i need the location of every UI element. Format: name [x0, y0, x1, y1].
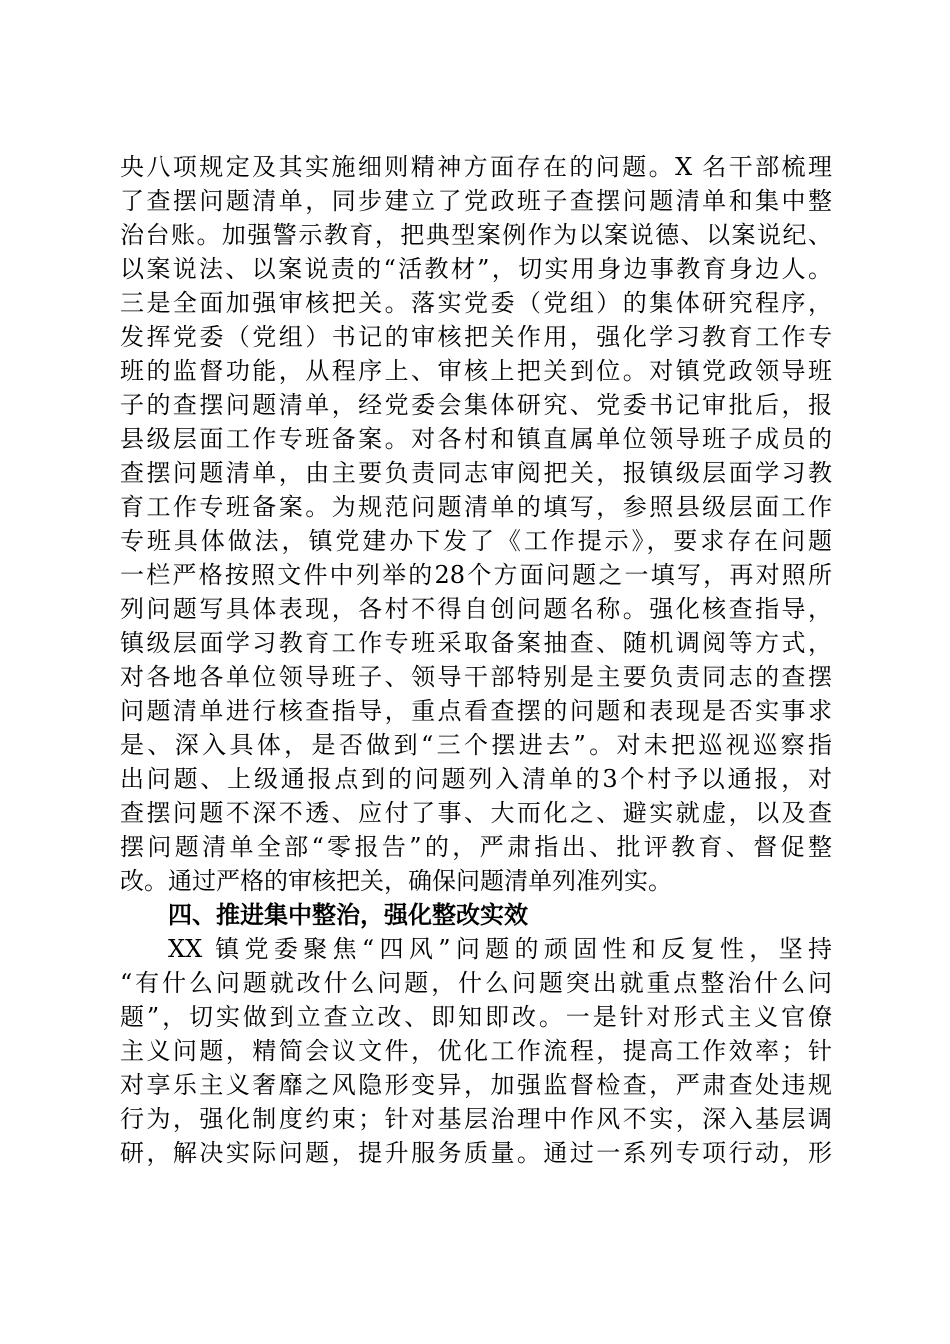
body-line: 列问题写具体表现，各村不得自创问题名称。强化核查指导，: [120, 595, 832, 623]
body-line: 育工作专班备案。为规范问题清单的填写，参照县级层面工作: [120, 493, 832, 521]
body-line: 查摆问题清单，由主要负责同志审阅把关，报镇级层面学习教: [120, 459, 832, 487]
body-line: 一栏严格按照文件中列举的28个方面问题之一填写，再对照所: [120, 561, 832, 589]
body-line: 主义问题，精简会议文件，优化工作流程，提高工作效率；针: [120, 1037, 832, 1065]
body-line: 行为，强化制度约束；针对基层治理中作风不实，深入基层调: [120, 1105, 832, 1133]
body-line: 摆问题清单全部“零报告”的，严肃指出、批评教育、督促整: [120, 833, 832, 861]
section-heading: 四、推进集中整治，强化整改实效: [168, 900, 528, 929]
body-line: “有什么问题就改什么问题，什么问题突出就重点整治什么问: [120, 969, 832, 997]
body-line: 对各地各单位领导班子、领导干部特别是主要负责同志的查摆: [120, 663, 832, 691]
body-line: 发挥党委（党组）书记的审核把关作用，强化学习教育工作专: [120, 323, 832, 351]
body-line: 县级层面工作专班备案。对各村和镇直属单位领导班子成员的: [120, 425, 832, 453]
body-line: 专班具体做法，镇党建办下发了《工作提示》，要求存在问题: [120, 527, 832, 555]
body-line: 央八项规定及其实施细则精神方面存在的问题。X 名干部梳理: [120, 153, 832, 181]
body-line: 三是全面加强审核把关。落实党委（党组）的集体研究程序，: [120, 289, 832, 317]
body-line: 问题清单进行核查指导，重点看查摆的问题和表现是否实事求: [120, 697, 832, 725]
body-line: 题”，切实做到立查立改、即知即改。一是针对形式主义官僚: [120, 1003, 832, 1031]
body-line: 查摆问题不深不透、应付了事、大而化之、避实就虚，以及查: [120, 799, 832, 827]
body-line: XX 镇党委聚焦“四风”问题的顽固性和反复性，坚持: [168, 935, 832, 963]
body-line: 研，解决实际问题，提升服务质量。通过一系列专项行动，形: [120, 1139, 832, 1167]
body-line: 是、深入具体，是否做到“三个摆进去”。对未把巡视巡察指: [120, 731, 832, 759]
body-line: 班的监督功能，从程序上、审核上把关到位。对镇党政领导班: [120, 357, 832, 385]
body-line: 了查摆问题清单，同步建立了党政班子查摆问题清单和集中整: [120, 187, 832, 215]
body-line: 子的查摆问题清单，经党委会集体研究、党委书记审批后，报: [120, 391, 832, 419]
body-line: 镇级层面学习教育工作专班采取备案抽查、随机调阅等方式，: [120, 629, 832, 657]
body-line: 对享乐主义奢靡之风隐形变异，加强监督检查，严肃查处违规: [120, 1071, 832, 1099]
body-line: 改。通过严格的审核把关，确保问题清单列准列实。: [120, 867, 672, 895]
body-line: 以案说法、以案说责的“活教材”，切实用身边事教育身边人。: [120, 255, 832, 283]
body-line: 治台账。加强警示教育，把典型案例作为以案说德、以案说纪、: [120, 221, 832, 249]
document-body: [120, 150, 832, 1170]
body-line: 出问题、上级通报点到的问题列入清单的3个村予以通报，对: [120, 765, 832, 793]
